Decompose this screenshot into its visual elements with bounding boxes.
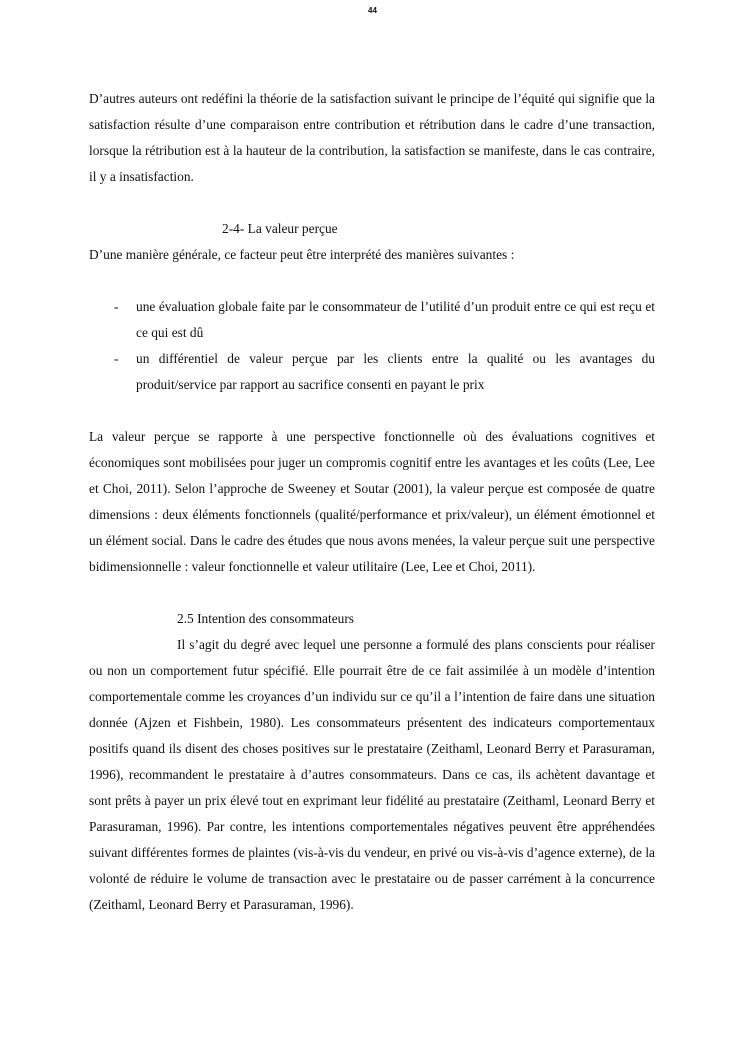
section-heading-valeur-percue: 2-4- La valeur perçue	[222, 221, 338, 236]
list-item	[89, 294, 655, 346]
paragraph-valeur-perspective: La valeur perçue se rapporte à une perspective fonctionnelle où des évaluations cognitives et économiques sont mobilisées pour juger un compromis cognitif entre les avantages et les coûts (Lee, Lee et Choi, 2011). Selon l’approche de Sweeney et Soutar (2001), la valeur perçue est composée de quatre dimensions : deux éléments fonctionnels (qualité/performance et prix/valeur), un élément émotionnel et un élément social. Dans le cadre des études que nous avons menées, la valeur perçue suit une perspective bidimensionnelle : valeur fonctionnelle et valeur utilitaire (Lee, Lee et Choi, 2011).	[89, 429, 655, 574]
paragraph-valeur-intro: D’une manière générale, ce facteur peut être interprété des manières suivantes :	[89, 247, 515, 262]
bullet-list	[89, 294, 655, 398]
list-item	[89, 346, 655, 398]
section-heading-intention: 2.5 Intention des consommateurs	[177, 611, 355, 626]
paragraph-equity-theory: D’autres auteurs ont redéfini la théorie de la satisfaction suivant le principe de l’équité qui signifie que la satisfaction résulte d’une comparaison entre contribution et rétribution dans le cadre d’une transaction, lorsque la rétribution est à la hauteur de la contribution, la satisfaction se manifeste, dans le cas contraire, il y a insatisfaction.	[89, 91, 655, 184]
spacer	[89, 190, 655, 216]
spacer	[89, 580, 655, 606]
paragraph-intention: Il s’agit du degré avec lequel une personne a formulé des plans conscients pour réaliser ou non un comportement futur spécifié. Elle pourrait être de ce fait assimilée à un modèle d’intention comportementale comme les croyances d’un individu sur ce qu’il a l’intention de faire dans une situation donnée (Ajzen et Fishbein, 1980). Les consommateurs présentent des indicateurs comportementaux positifs quand ils disent des choses positives sur le prestataire (Zeithaml, Leonard Berry et Parasuraman, 1996), recommandent le prestataire à d’autres consommateurs. Dans ce cas, ils achètent davantage et sont prêts à payer un prix élevé tout en exprimant leur fidélité au prestataire (Zeithaml, Leonard Berry et Parasuraman, 1996). Par contre, les intentions comportementales négatives peuvent être appréhendées suivant différentes formes de plaintes (vis-à-vis du vendeur, en privé ou vis-à-vis d’agence externe), de la volonté de réduire le volume de transaction avec le prestataire ou de passer carrément à la concurrence (Zeithaml, Leonard Berry et Parasuraman, 1996).	[89, 637, 655, 912]
bullet-dash: -	[114, 299, 119, 314]
list-item-text: un différentiel de valeur perçue par les clients entre la qualité ou les avantages du produit/service par rapport au sacrifice consenti en payant le prix	[136, 351, 655, 392]
document-body	[89, 86, 655, 918]
spacer	[89, 398, 655, 424]
spacer	[89, 268, 655, 294]
page-number: 44	[368, 6, 377, 15]
list-item-text: une évaluation globale faite par le consommateur de l’utilité d’un produit entre ce qui est reçu et ce qui est dû	[136, 299, 655, 340]
bullet-dash: -	[114, 351, 119, 366]
